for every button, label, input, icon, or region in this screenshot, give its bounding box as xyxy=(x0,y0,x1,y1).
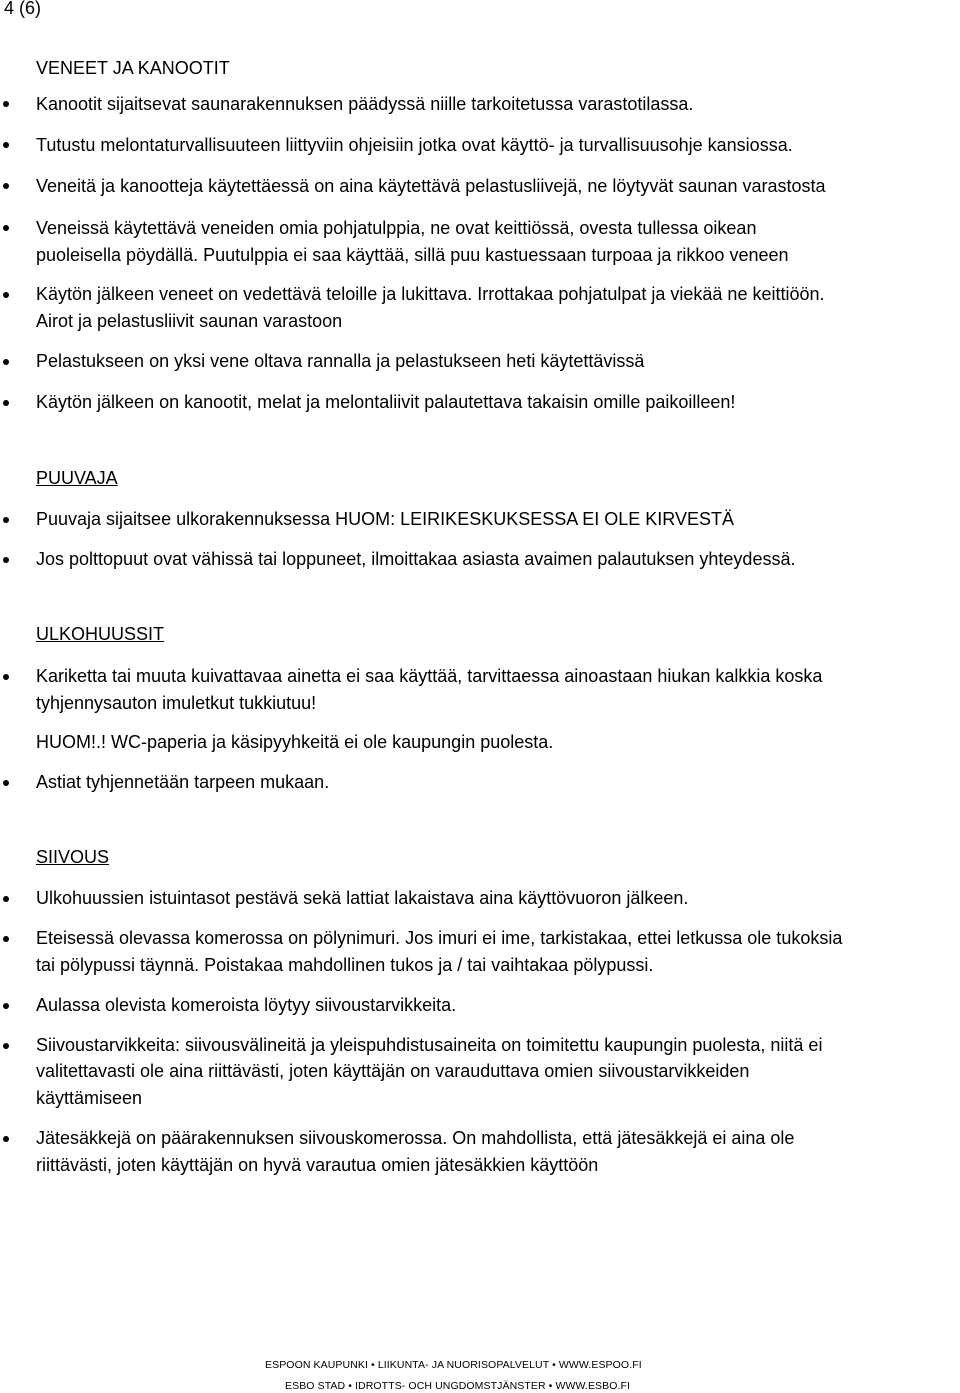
woodshed-bullet-1: Puuvaja sijaitsee ulkorakennuksessa HUOM: LEIRIKESKUKSESSA EI OLE KIRVESTÄ xyxy=(36,509,734,529)
bullet-icon xyxy=(3,936,9,942)
cleaning-bullet-5-line-2: riittävästi, joten käyttäjän on hyvä varautua omien jätesäkkien käyttöön xyxy=(36,1155,599,1175)
bullet-icon xyxy=(3,780,9,786)
bullet-icon xyxy=(3,142,9,148)
outhouses-bullet-1-line-1: Kariketta tai muuta kuivattavaa ainetta ei saa käyttää, tarvittaessa ainoastaan hiukan kalkkia koska xyxy=(36,666,823,686)
boats-bullet-2: Tutustu melontaturvallisuuteen liittyviin ohjeisiin jotka ovat käyttö- ja turvallisuusohje kansiossa. xyxy=(36,135,793,155)
bullet-icon xyxy=(3,101,9,107)
boats-bullet-4-line-2: puoleisella pöydällä. Puutulppia ei saa käyttää, sillä puu kastuessaan turpoaa ja rikkoo veneen xyxy=(36,245,789,265)
section-heading-cleaning: SIIVOUS xyxy=(36,847,110,867)
boats-bullet-5-line-2: Airot ja pelastusliivit saunan varastoon xyxy=(36,311,343,331)
bullet-icon xyxy=(3,674,9,680)
bullet-icon xyxy=(3,359,9,365)
page-number: 4 (6) xyxy=(4,0,42,18)
bullet-icon xyxy=(3,1003,9,1009)
cleaning-bullet-2-line-1: Eteisessä olevassa komerossa on pölynimuri. Jos imuri ei ime, tarkistakaa, ettei letkussa ole tukoksia xyxy=(36,928,843,948)
bullet-icon xyxy=(3,183,9,189)
cleaning-bullet-2-line-2: tai pölypussi täynnä. Poistakaa mahdollinen tukos ja / tai vaihtakaa pölypussi. xyxy=(36,955,654,975)
cleaning-bullet-5-line-1: Jätesäkkejä on päärakennuksen siivouskomerossa. On mahdollista, että jätesäkkejä ei aina ole xyxy=(36,1128,795,1148)
bullet-icon xyxy=(3,896,9,902)
bullet-icon xyxy=(3,400,9,406)
cleaning-bullet-1: Ulkohuussien istuintasot pestävä sekä lattiat lakaistava aina käyttövuoron jälkeen. xyxy=(36,888,689,908)
section-heading-woodshed: PUUVAJA xyxy=(36,468,118,488)
boats-bullet-1: Kanootit sijaitsevat saunarakennuksen päädyssä niille tarkoitetussa varastotilassa. xyxy=(36,94,694,114)
outhouses-bullet-1-line-3: HUOM!.! WC-paperia ja käsipyyhkeitä ei ole kaupungin puolesta. xyxy=(36,732,554,752)
boats-bullet-5-line-1: Käytön jälkeen veneet on vedettävä teloille ja lukittava. Irrottakaa pohjatulpat ja viekää ne keittiöön. xyxy=(36,284,825,304)
bullet-icon xyxy=(3,1136,9,1142)
outhouses-bullet-1-line-2: tyhjennysauton imuletkut tukkiutuu! xyxy=(36,693,317,713)
cleaning-bullet-3: Aulassa olevista komeroista löytyy siivoustarvikkeita. xyxy=(36,995,457,1015)
outhouses-bullet-2: Astiat tyhjennetään tarpeen mukaan. xyxy=(36,772,330,792)
boats-bullet-6: Pelastukseen on yksi vene oltava rannalla ja pelastukseen heti käytettävissä xyxy=(36,351,645,371)
cleaning-bullet-4-line-1: Siivoustarvikkeita: siivousvälineitä ja yleispuhdistusaineita on toimitettu kaupungin puolesta, niitä ei xyxy=(36,1035,823,1055)
boats-bullet-7: Käytön jälkeen on kanootit, melat ja melontaliivit palautettava takaisin omille paikoilleen! xyxy=(36,392,736,412)
section-heading-boats: VENEET JA KANOOTIT xyxy=(36,58,230,78)
boats-bullet-3: Veneitä ja kanootteja käytettäessä on aina käytettävä pelastusliivejä, ne löytyvät saunan varastosta xyxy=(36,176,826,196)
bullet-icon xyxy=(3,1043,9,1049)
footer-line-swedish: ESBO STAD • IDROTTS- OCH UNGDOMSTJÄNSTER • WWW.ESBO.FI xyxy=(285,1380,631,1392)
cleaning-bullet-4-line-3: käyttämiseen xyxy=(36,1088,143,1108)
footer-line-finnish: ESPOON KAUPUNKI • LIIKUNTA- JA NUORISOPALVELUT • WWW.ESPOO.FI xyxy=(265,1359,642,1371)
boats-bullet-4-line-1: Veneissä käytettävä veneiden omia pohjatulppia, ne ovat keittiössä, ovesta tullessa oikean xyxy=(36,218,757,238)
cleaning-bullet-4-line-2: valitettavasti ole aina riittävästi, joten käyttäjän on varauduttava omien siivoustarvikkeiden xyxy=(36,1061,750,1081)
bullet-icon xyxy=(3,517,9,523)
section-heading-outhouses: ULKOHUUSSIT xyxy=(36,624,165,644)
woodshed-bullet-2: Jos polttopuut ovat vähissä tai loppuneet, ilmoittakaa asiasta avaimen palautuksen yhteydessä. xyxy=(36,549,796,569)
bullet-icon xyxy=(3,557,9,563)
bullet-icon xyxy=(3,225,9,231)
bullet-icon xyxy=(3,292,9,298)
